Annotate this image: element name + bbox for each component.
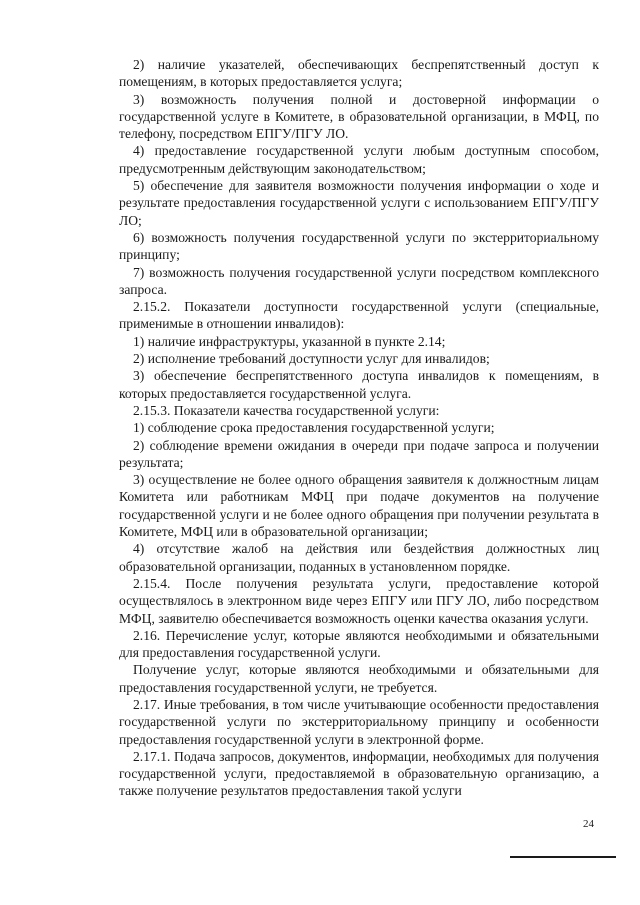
paragraph-2-15-2-item-2: 2) исполнение требований доступности услуг для инвалидов; [133,351,490,367]
paragraph-item-5: 5) обеспечение для заявителя возможности получения информации о ходе и результате предоставления государственной услуги с использованием ЕПГУ/ПГУ ЛО; [119,178,599,228]
paragraph-2-15-3: 2.15.3. Показатели качества государственной услуги: [133,402,440,418]
paragraph-item-4: 4) предоставление государственной услуги любым доступным способом, предусмотренным действующим законодательством; [119,143,599,176]
paragraph-2-15-4: 2.15.4. После получения результата услуги, предоставление которой осуществлялось в электронном виде через ЕПГУ или ПГУ ЛО, либо посредством МФЦ, заявителю обеспечивается возможность оценки качества оказания услуги. [119,575,599,626]
paragraph-2-15-2: 2.15.2. Показатели доступности государственной услуги (специальные, применимые в отношении инвалидов): [119,299,599,332]
paragraph-item-3: 3) возможность получения полной и достоверной информации о государственной услуге в Комитете, в образовательной организации, в МФЦ, по телефону, посредством ЕПГУ/ПГУ ЛО. [119,91,599,142]
paragraph-2-15-3-item-4: 4) отсутствие жалоб на действия или бездействия должностных лиц образовательной организации, поданных в установленном порядке. [119,541,599,574]
paragraph-item-2: 2) наличие указателей, обеспечивающих беспрепятственный доступ к помещениям, в которых предоставляется услуга; [119,57,599,90]
footer-divider [510,856,616,858]
paragraph-2-16-body: Получение услуг, которые являются необходимыми и обязательными для предоставления государственной услуги, не требуется. [119,662,599,695]
paragraph-2-15-3-item-1: 1) соблюдение срока предоставления государственной услуги; [133,420,495,436]
page-number: 24 [583,818,594,830]
paragraph-2-16: 2.16. Перечисление услуг, которые являются необходимыми и обязательными для предоставления государственной услуги. [119,627,599,661]
document-body [119,56,599,800]
paragraph-item-6: 6) возможность получения государственной услуги по экстерриториальному принципу; [119,229,599,263]
paragraph-item-7: 7) возможность получения государственной услуги посредством комплексного запроса. [119,264,599,297]
paragraph-2-17: 2.17. Иные требования, в том числе учитывающие особенности предоставления государственной услуги по экстерриториальному принципу и особенности предоставления государственной услуги в электронной форме. [119,696,599,747]
paragraph-2-15-3-item-2: 2) соблюдение времени ожидания в очереди при подаче запроса и получении результата; [119,437,599,470]
paragraph-2-15-3-item-3: 3) осуществление не более одного обращения заявителя к должностным лицам Комитета или работникам МФЦ при подаче документов на получение государственной услуги и не более одного обращения при получении результата в Комитете, МФЦ или в образовательной организации; [119,472,599,540]
paragraph-2-15-2-item-3: 3) обеспечение беспрепятственного доступа инвалидов к помещениям, в которых предоставляется государственной услуга. [119,368,599,401]
paragraph-2-15-2-item-1: 1) наличие инфраструктуры, указанной в пункте 2.14; [133,333,446,349]
paragraph-2-17-1: 2.17.1. Подача запросов, документов, информации, необходимых для получения государственной услуги, предоставляемой в образовательную организацию, а также получение результатов предоставления такой услуги [119,748,599,799]
